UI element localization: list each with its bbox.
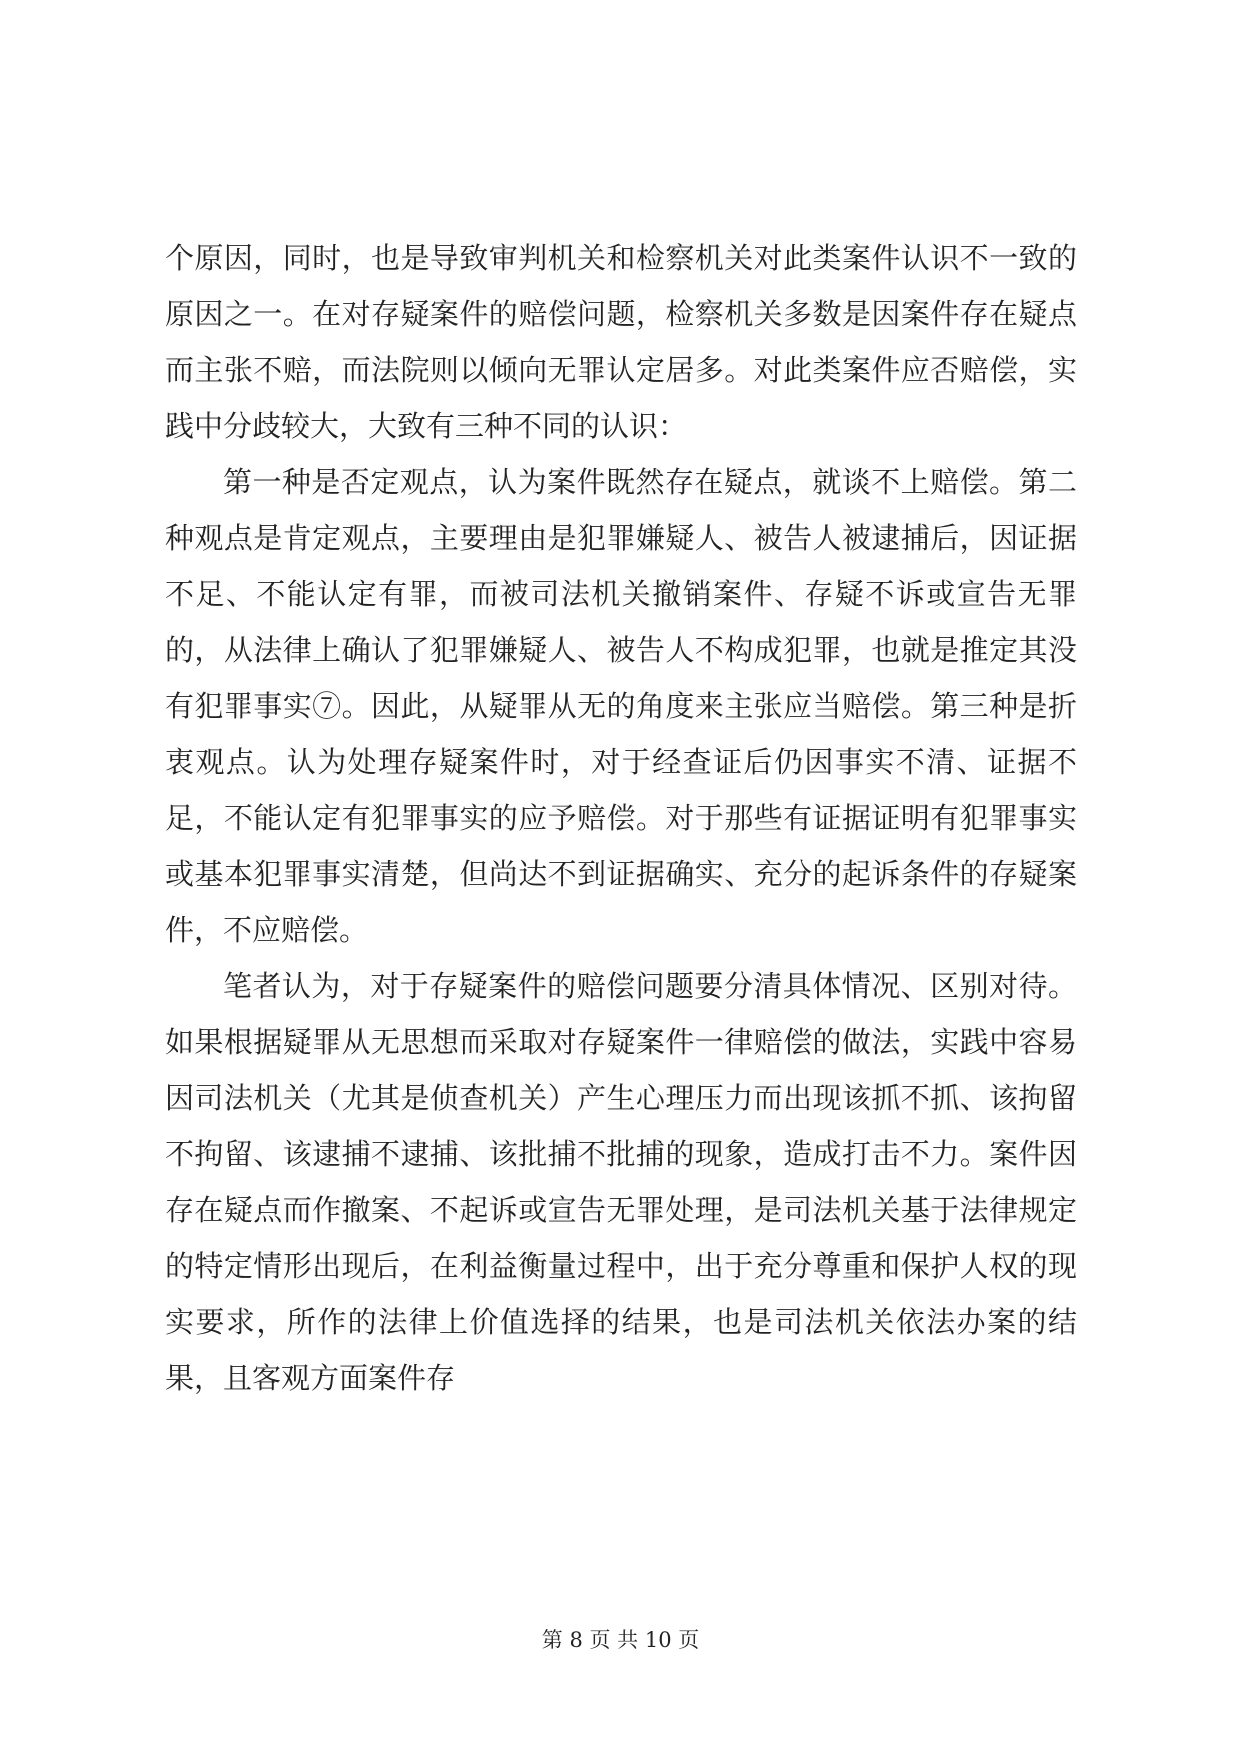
body-text bbox=[165, 230, 1077, 1406]
paragraph-2: 第一种是否定观点，认为案件既然存在疑点，就谈不上赔偿。第二种观点是肯定观点，主要理由是犯罪嫌疑人、被告人被逮捕后，因证据不足、不能认定有罪，而被司法机关撤销案件、存疑不诉或宣告无罪的，从法律上确认了犯罪嫌疑人、被告人不构成犯罪，也就是推定其没有犯罪事实⑦。因此，从疑罪从无的角度来主张应当赔偿。第三种是折衷观点。认为处理存疑案件时，对于经查证后仍因事实不清、证据不足，不能认定有犯罪事实的应予赔偿。对于那些有证据证明有犯罪事实或基本犯罪事实清楚，但尚达不到证据确实、充分的起诉条件的存疑案件，不应赔偿。 bbox=[165, 465, 1077, 947]
paragraph-1: 个原因，同时，也是导致审判机关和检察机关对此类案件认识不一致的原因之一。在对存疑案件的赔偿问题，检察机关多数是因案件存在疑点而主张不赔，而法院则以倾向无罪认定居多。对此类案件应否赔偿，实践中分歧较大，大致有三种不同的认识： bbox=[165, 241, 1077, 443]
paragraph-3: 笔者认为，对于存疑案件的赔偿问题要分清具体情况、区别对待。如果根据疑罪从无思想而采取对存疑案件一律赔偿的做法，实践中容易因司法机关（尤其是侦查机关）产生心理压力而出现该抓不抓、该拘留不拘留、该逮捕不逮捕、该批捕不批捕的现象，造成打击不力。案件因存在疑点而作撤案、不起诉或宣告无罪处理，是司法机关基于法律规定的特定情形出现后，在利益衡量过程中，出于充分尊重和保护人权的现实要求，所作的法律上价值选择的结果，也是司法机关依法办案的结果，且客观方面案件存 bbox=[165, 969, 1077, 1395]
page-number-footer: 第 8 页 共 10 页 bbox=[541, 1628, 700, 1652]
